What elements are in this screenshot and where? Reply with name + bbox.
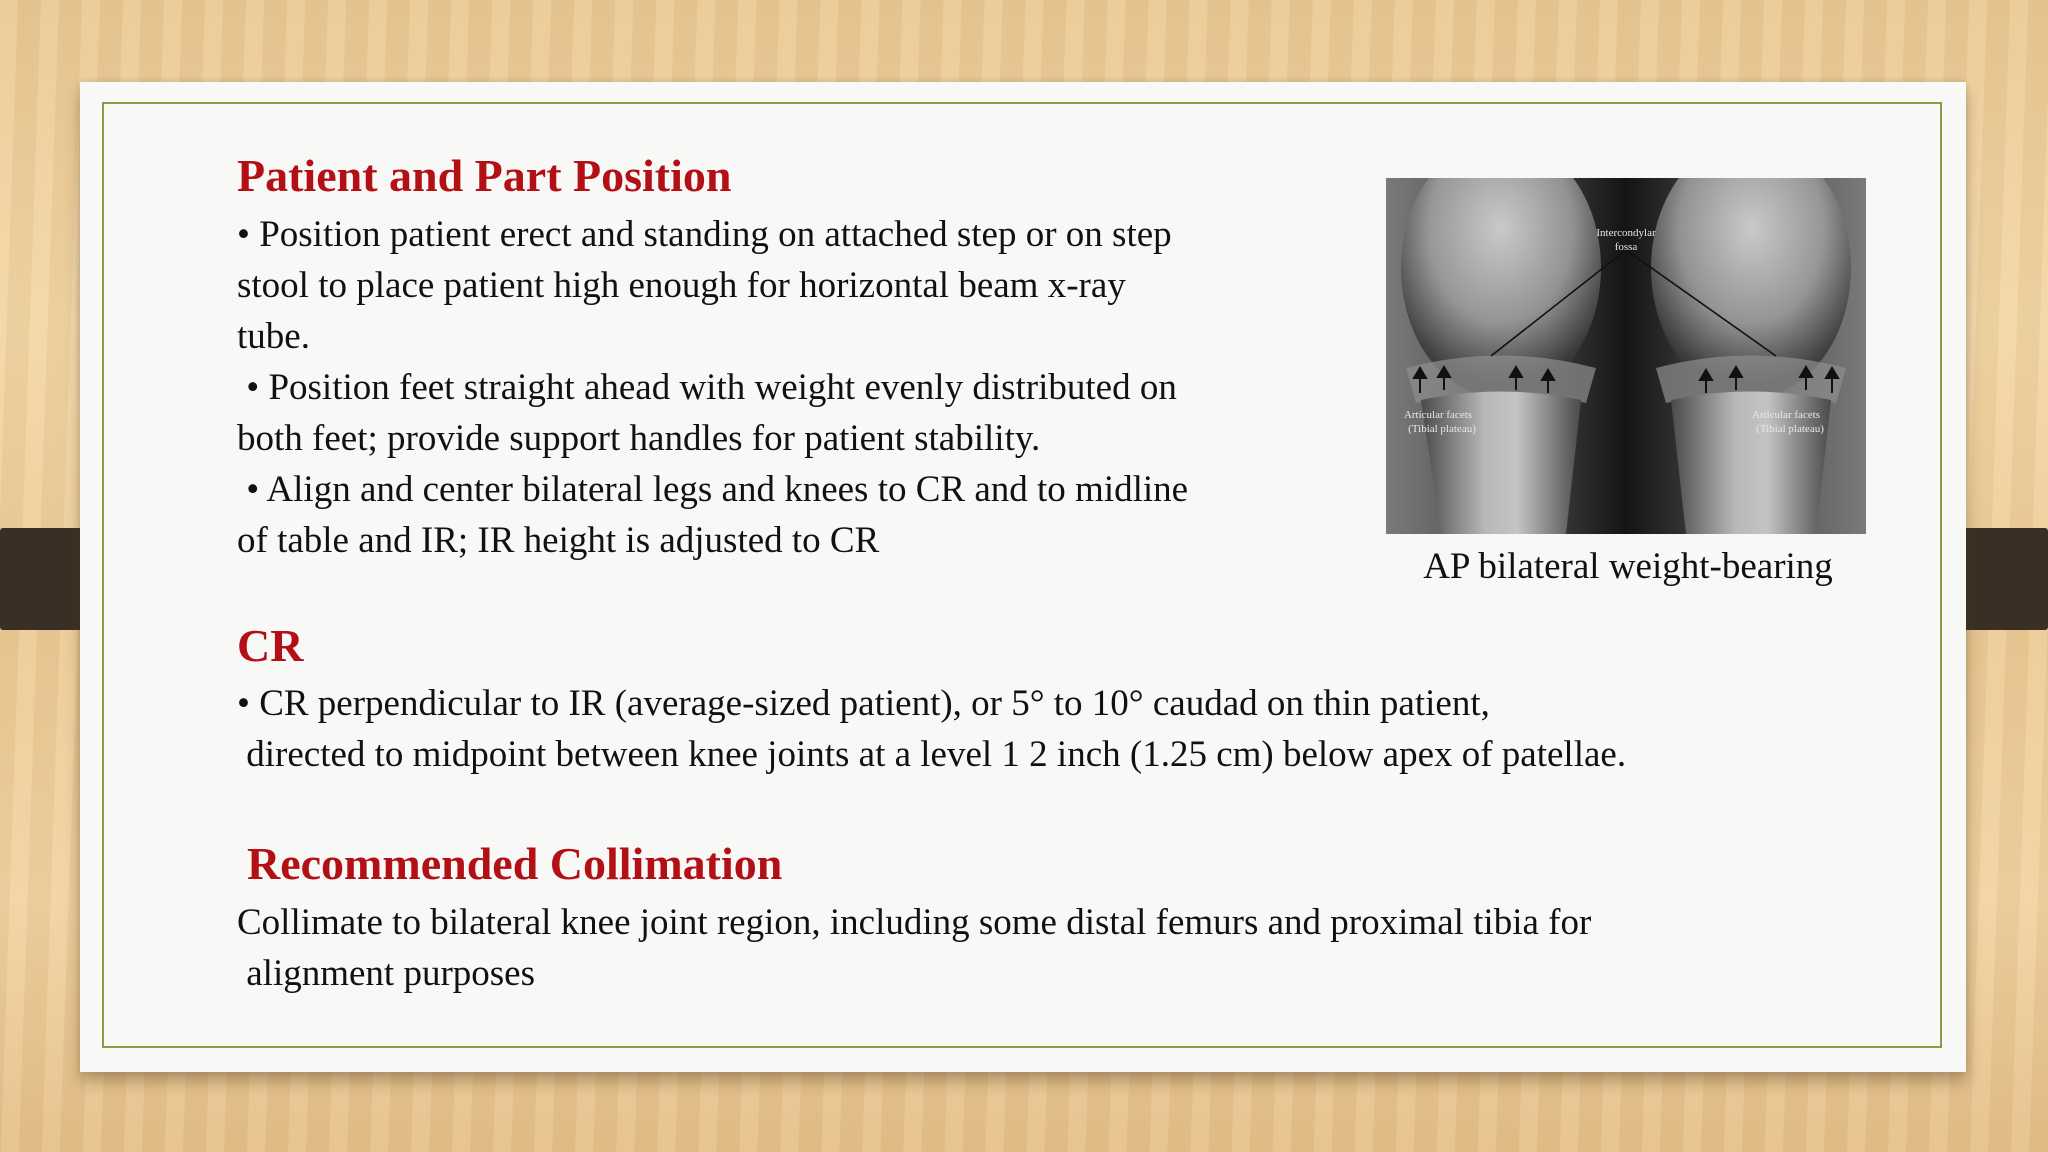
label-articular-facets-right: Articular facets [1751, 409, 1821, 421]
text-line: • CR perpendicular to IR (average-sized patient), or 5° to 10° caudad on thin patient, [237, 683, 1490, 724]
text-line: • Align and center bilateral legs and knees to CR and to midline [237, 469, 1189, 510]
text-line: stool to place patient high enough for horizontal beam x-ray [237, 265, 1126, 306]
label-articular-facets-left: Articular facets [1403, 409, 1473, 421]
section-heading-cr: CR [237, 620, 304, 671]
text-line: alignment purposes [237, 953, 536, 994]
text-line: Collimate to bilateral knee joint region, including some distal femurs and proximal tibia for [237, 902, 1592, 943]
collimation-text [237, 897, 1591, 999]
text-line: • Position patient erect and standing on attached step or on step [237, 214, 1172, 255]
text-line: of table and IR; IR height is adjusted to CR [237, 520, 880, 561]
label-intercondylar-fossa-2: fossa [1614, 241, 1638, 253]
text-line: both feet; provide support handles for patient stability. [237, 418, 1041, 459]
label-tibial-plateau-right: (Tibial plateau) [1756, 423, 1824, 435]
patient-position-text [237, 209, 1427, 566]
text-line: directed to midpoint between knee joints at a level 1 2 inch (1.25 cm) below apex of patellae. [237, 734, 1627, 775]
section-heading-recommended-collimation: Recommended Collimation [247, 838, 783, 889]
text-line: • Position feet straight ahead with weight evenly distributed on [237, 367, 1177, 408]
section-heading-patient-position: Patient and Part Position [237, 150, 732, 201]
slide [80, 82, 1966, 1072]
knee-xray-image [1386, 178, 1866, 534]
label-intercondylar-fossa: Intercondylar [1596, 227, 1656, 239]
figure-caption: AP bilateral weight-bearing [1423, 546, 1833, 587]
cr-text [237, 678, 1626, 780]
knee-xray-drawing [1386, 178, 1866, 534]
text-line: tube. [237, 316, 310, 357]
label-tibial-plateau-left: (Tibial plateau) [1408, 423, 1476, 435]
